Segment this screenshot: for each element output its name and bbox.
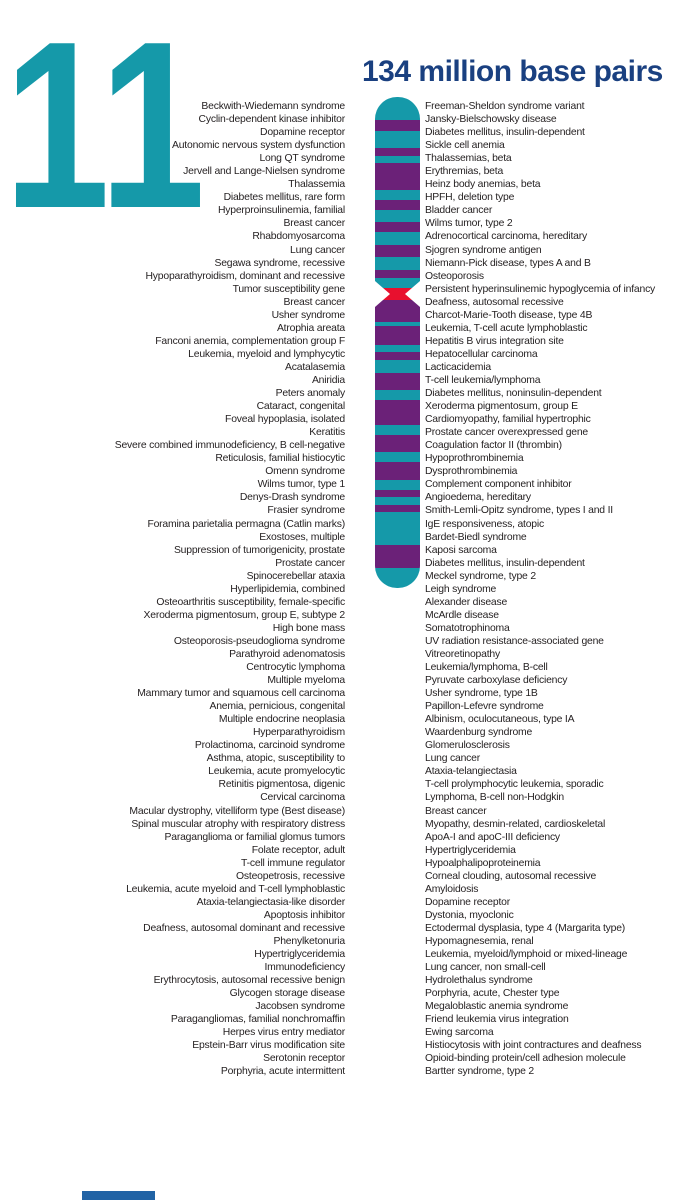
gene-label: Leukemia, acute promyelocytic bbox=[208, 766, 345, 778]
gene-label: Adrenocortical carcinoma, hereditary bbox=[425, 231, 588, 243]
chromosome-band-purple bbox=[375, 435, 420, 452]
gene-label: Xeroderma pigmentosum, group E bbox=[425, 401, 578, 413]
gene-label: T-cell prolymphocytic leukemia, sporadic bbox=[425, 779, 604, 791]
chromosome-band-purple bbox=[375, 148, 420, 156]
gene-label: Leukemia, myeloid/lymphoid or mixed-lineage bbox=[425, 949, 628, 961]
gene-label: HPFH, deletion type bbox=[425, 192, 515, 204]
gene-label: Angioedema, hereditary bbox=[425, 492, 531, 504]
chromosome-band-teal bbox=[375, 425, 420, 435]
gene-label: Usher syndrome, type 1B bbox=[425, 688, 538, 700]
gene-label: Erythremias, beta bbox=[425, 166, 504, 178]
gene-label: Leukemia, myeloid and lymphycytic bbox=[188, 348, 345, 360]
gene-label: Hyperparathyroidism bbox=[252, 727, 345, 739]
gene-label: Cataract, congenital bbox=[256, 401, 345, 413]
gene-label: T-cell leukemia/lymphoma bbox=[425, 374, 541, 386]
gene-label: Multiple endocrine neoplasia bbox=[218, 714, 345, 726]
chromosome-band-teal bbox=[375, 480, 420, 490]
gene-label: Vitreoretinopathy bbox=[425, 648, 500, 660]
chromosome-ideogram bbox=[375, 97, 420, 588]
gene-label: Hypomagnesemia, renal bbox=[425, 936, 534, 947]
gene-label: Beckwith-Wiedemann syndrome bbox=[201, 101, 345, 112]
gene-label: Thalassemias, beta bbox=[425, 153, 512, 165]
gene-label: Keratitis bbox=[309, 427, 345, 439]
gene-label: IgE responsiveness, atopic bbox=[425, 518, 544, 530]
chromosome-band-purple bbox=[375, 545, 420, 568]
gene-label: Amyloidosis bbox=[425, 883, 479, 895]
chromosome-band-purple bbox=[375, 163, 420, 190]
chromosome-band-purple bbox=[375, 222, 420, 232]
gene-label: Epstein-Barr virus modification site bbox=[192, 1040, 345, 1052]
gene-label: Bladder cancer bbox=[425, 205, 493, 217]
gene-label: Acatalasemia bbox=[285, 361, 345, 373]
gene-label: Foveal hypoplasia, isolated bbox=[225, 414, 345, 426]
page-title: 134 million base pairs bbox=[362, 55, 663, 88]
chromosome-band-teal bbox=[375, 210, 420, 222]
gene-label: Severe combined immunodeficiency, B cell-negative bbox=[114, 440, 345, 452]
gene-label: Corneal clouding, autosomal recessive bbox=[425, 870, 597, 882]
chromosome-band-purple bbox=[375, 326, 420, 345]
left-gene-label-column bbox=[45, 100, 345, 1079]
gene-label: Foramina parietalia permagna (Catlin marks) bbox=[147, 518, 345, 530]
gene-label: Wilms tumor, type 1 bbox=[257, 479, 345, 491]
gene-label: Macular dystrophy, vitelliform type (Best disease) bbox=[129, 805, 345, 817]
chromosome-band-teal bbox=[375, 452, 420, 462]
gene-label: Prostate cancer overexpressed gene bbox=[425, 427, 589, 439]
gene-label: Porphyria, acute intermittent bbox=[220, 1066, 345, 1078]
chromosome-band-purple bbox=[375, 352, 420, 360]
gene-label: Ataxia-telangiectasia bbox=[425, 766, 517, 778]
gene-label: Jansky-Bielschowsky disease bbox=[425, 114, 557, 126]
gene-label: Denys-Drash syndrome bbox=[239, 492, 345, 504]
gene-label: Reticulosis, familial histiocytic bbox=[215, 453, 345, 465]
gene-label: Osteoporosis-pseudoglioma syndrome bbox=[173, 635, 345, 647]
gene-label: Cyclin-dependent kinase inhibitor bbox=[198, 114, 345, 126]
gene-label: Pyruvate carboxylase deficiency bbox=[425, 675, 568, 687]
gene-label: Phenylketonuria bbox=[273, 936, 345, 947]
gene-label: Glomerulosclerosis bbox=[425, 740, 510, 752]
chromosome-band-purple bbox=[375, 373, 420, 390]
chromosome-band-teal bbox=[375, 512, 420, 545]
chromosome-band-purple bbox=[375, 400, 420, 425]
gene-label: Segawa syndrome, recessive bbox=[214, 257, 345, 269]
gene-label: Parathyroid adenomatosis bbox=[229, 648, 345, 660]
gene-label: Aniridia bbox=[311, 374, 345, 386]
gene-label: Ewing sarcoma bbox=[425, 1027, 494, 1039]
gene-label: Papillon-Lefevre syndrome bbox=[425, 701, 544, 713]
gene-label: Wilms tumor, type 2 bbox=[425, 218, 513, 230]
gene-label: Lung cancer bbox=[425, 753, 480, 765]
gene-label: Ataxia-telangiectasia-like disorder bbox=[196, 896, 345, 908]
gene-label: Herpes virus entry mediator bbox=[222, 1027, 345, 1039]
gene-label: Spinocerebellar ataxia bbox=[246, 570, 345, 582]
gene-label: Friend leukemia virus integration bbox=[425, 1014, 569, 1026]
gene-label: Dysprothrombinemia bbox=[425, 466, 518, 478]
gene-label: Charcot-Marie-Tooth disease, type 4B bbox=[425, 309, 593, 321]
gene-label: Breast cancer bbox=[283, 296, 345, 308]
gene-label: Glycogen storage disease bbox=[229, 988, 345, 1000]
gene-label: Osteoporosis bbox=[425, 270, 484, 282]
chromosome-band-purple bbox=[375, 505, 420, 512]
gene-label: Dopamine receptor bbox=[425, 896, 510, 908]
gene-label: Erythrocytosis, autosomal recessive benign bbox=[153, 975, 345, 987]
gene-label: Alexander disease bbox=[425, 596, 508, 608]
gene-label: Diabetes mellitus, rare form bbox=[223, 192, 345, 204]
gene-label: Smith-Lemli-Opitz syndrome, types I and II bbox=[425, 505, 613, 517]
gene-label: Exostoses, multiple bbox=[259, 531, 345, 543]
gene-label: Hypoprothrombinemia bbox=[425, 453, 524, 465]
gene-label: Waardenburg syndrome bbox=[425, 727, 533, 739]
gene-label: Long QT syndrome bbox=[259, 153, 345, 165]
gene-label: Lung cancer bbox=[290, 244, 345, 256]
gene-label: Deafness, autosomal recessive bbox=[425, 296, 564, 308]
gene-label: Hyperproinsulinemia, familial bbox=[217, 205, 345, 217]
gene-label: Histiocytosis with joint contractures and deafness bbox=[425, 1040, 642, 1052]
gene-label: Hepatocellular carcinoma bbox=[425, 348, 538, 360]
gene-label: Frasier syndrome bbox=[267, 505, 345, 517]
right-gene-label-column bbox=[425, 100, 675, 1079]
gene-label: Omenn syndrome bbox=[265, 466, 345, 478]
gene-label: Anemia, pernicious, congenital bbox=[209, 701, 345, 713]
chromosome-band-teal bbox=[375, 156, 420, 163]
chromosome-band-teal bbox=[375, 97, 420, 120]
chromosome-band-teal bbox=[375, 232, 420, 245]
gene-label: Bartter syndrome, type 2 bbox=[425, 1066, 534, 1078]
gene-label: Heinz body anemias, beta bbox=[425, 179, 541, 191]
gene-label: Diabetes mellitus, insulin-dependent bbox=[425, 127, 585, 139]
gene-label: Myopathy, desmin-related, cardioskeletal bbox=[425, 818, 606, 830]
gene-label: Leigh syndrome bbox=[425, 583, 497, 595]
gene-label: Complement component inhibitor bbox=[425, 479, 572, 491]
gene-label: Breast cancer bbox=[425, 805, 487, 817]
gene-label: Serotonin receptor bbox=[263, 1053, 345, 1065]
gene-label: Opioid-binding protein/cell adhesion molecule bbox=[425, 1053, 626, 1065]
gene-label: Jacobsen syndrome bbox=[255, 1001, 345, 1013]
gene-label: Megaloblastic anemia syndrome bbox=[425, 1001, 569, 1013]
gene-label: Folate receptor, adult bbox=[251, 844, 345, 856]
gene-label: Atrophia areata bbox=[276, 322, 345, 334]
gene-label: High bone mass bbox=[272, 622, 345, 634]
chromosome-band-teal bbox=[375, 390, 420, 400]
chromosome-band-teal bbox=[375, 497, 420, 505]
gene-label: Paraganglioma or familial glomus tumors bbox=[164, 831, 345, 843]
gene-label: Kaposi sarcoma bbox=[425, 544, 497, 556]
gene-label: Porphyria, acute, Chester type bbox=[425, 988, 560, 1000]
gene-label: Sickle cell anemia bbox=[425, 140, 505, 152]
gene-label: Ectodermal dysplasia, type 4 (Margarita type) bbox=[425, 922, 626, 934]
gene-label: Jervell and Lange-Nielsen syndrome bbox=[183, 166, 345, 178]
gene-label: Peters anomaly bbox=[275, 388, 345, 400]
gene-label: Tumor susceptibility gene bbox=[232, 283, 345, 295]
gene-label: Fanconi anemia, complementation group F bbox=[155, 335, 345, 347]
gene-label: Somatotrophinoma bbox=[425, 622, 510, 634]
chromosome-band-teal bbox=[375, 190, 420, 200]
gene-label: Niemann-Pick disease, types A and B bbox=[425, 257, 591, 269]
chromosome-band-purple bbox=[375, 270, 420, 278]
gene-label: Thalassemia bbox=[288, 179, 345, 191]
gene-label: Suppression of tumorigenicity, prostate bbox=[173, 544, 345, 556]
gene-label: Usher syndrome bbox=[271, 309, 345, 321]
chromosome-band-purple bbox=[375, 462, 420, 480]
gene-label: Centrocytic lymphoma bbox=[246, 662, 345, 674]
chromosome-band-purple bbox=[375, 120, 420, 131]
chromosome-band-purple bbox=[375, 490, 420, 497]
gene-label: Diabetes mellitus, noninsulin-dependent bbox=[425, 388, 602, 400]
gene-label: Lung cancer, non small-cell bbox=[425, 962, 546, 974]
gene-label: Osteopetrosis, recessive bbox=[236, 870, 345, 882]
gene-label: Hypoparathyroidism, dominant and recessive bbox=[145, 270, 345, 282]
gene-label: Albinism, oculocutaneous, type IA bbox=[425, 714, 575, 726]
gene-label: McArdle disease bbox=[425, 609, 499, 621]
gene-label: Rhabdomyosarcoma bbox=[252, 231, 345, 243]
gene-label: Leukemia/lymphoma, B-cell bbox=[425, 662, 548, 674]
chromosome-band-teal bbox=[375, 257, 420, 270]
gene-label: Coagulation factor II (thrombin) bbox=[425, 440, 562, 452]
chromosome-band-purple bbox=[375, 300, 420, 322]
gene-label: ApoA-I and apoC-III deficiency bbox=[425, 831, 560, 843]
chromosome-band-teal bbox=[375, 278, 420, 288]
gene-label: Paragangliomas, familial nonchromaffin bbox=[170, 1014, 345, 1026]
gene-label: Freeman-Sheldon syndrome variant bbox=[425, 101, 585, 112]
gene-label: Dopamine receptor bbox=[260, 127, 345, 139]
gene-label: UV radiation resistance-associated gene bbox=[425, 635, 604, 647]
gene-label: Mammary tumor and squamous cell carcinoma bbox=[137, 688, 345, 700]
gene-label: Retinitis pigmentosa, digenic bbox=[218, 779, 345, 791]
gene-label: Lymphoma, B-cell non-Hodgkin bbox=[425, 792, 564, 804]
gene-label: Leukemia, T-cell acute lymphoblastic bbox=[425, 322, 588, 334]
gene-label: Prostate cancer bbox=[275, 557, 345, 569]
gene-label: Lacticacidemia bbox=[425, 361, 491, 373]
gene-label: Osteoarthritis susceptibility, female-specific bbox=[156, 596, 345, 608]
gene-label: Meckel syndrome, type 2 bbox=[425, 570, 536, 582]
chromosome-band-teal bbox=[375, 131, 420, 148]
gene-label: Sjogren syndrome antigen bbox=[425, 244, 542, 256]
chromosome-band-teal bbox=[375, 345, 420, 352]
gene-label: Xeroderma pigmentosum, group E, subtype 2 bbox=[143, 609, 345, 621]
footer-bar-partial bbox=[82, 1191, 155, 1200]
gene-label: Asthma, atopic, susceptibility to bbox=[206, 753, 345, 765]
chromosome-band-purple bbox=[375, 200, 420, 210]
gene-label: Spinal muscular atrophy with respiratory distress bbox=[131, 818, 345, 830]
gene-label: Diabetes mellitus, insulin-dependent bbox=[425, 557, 585, 569]
gene-label: Prolactinoma, carcinoid syndrome bbox=[194, 740, 345, 752]
gene-label: Apoptosis inhibitor bbox=[263, 909, 345, 921]
gene-label: Deafness, autosomal dominant and recessive bbox=[143, 922, 345, 934]
chromosome-band-teal bbox=[375, 568, 420, 588]
gene-label: Hepatitis B virus integration site bbox=[425, 335, 564, 347]
gene-label: T-cell immune regulator bbox=[241, 857, 345, 869]
gene-label: Multiple myeloma bbox=[267, 675, 345, 687]
gene-label: Cardiomyopathy, familial hypertrophic bbox=[425, 414, 591, 426]
gene-label: Breast cancer bbox=[283, 218, 345, 230]
gene-label: Leukemia, acute myeloid and T-cell lymphoblastic bbox=[126, 883, 345, 895]
chromosome-band-teal bbox=[375, 360, 420, 373]
chromosome-number: 11 bbox=[4, 0, 206, 258]
gene-label: Persistent hyperinsulinemic hypoglycemia of infancy bbox=[425, 283, 656, 295]
gene-label: Bardet-Biedl syndrome bbox=[425, 531, 527, 543]
gene-label: Hypertriglyceridemia bbox=[425, 844, 516, 856]
gene-label: Hypertriglyceridemia bbox=[254, 949, 345, 961]
gene-label: Hyperlipidemia, combined bbox=[230, 583, 345, 595]
chromosome-band-purple bbox=[375, 245, 420, 257]
gene-label: Autonomic nervous system dysfunction bbox=[172, 140, 345, 152]
gene-label: Immunodeficiency bbox=[264, 962, 345, 974]
gene-label: Hypoalphalipoproteinemia bbox=[425, 857, 541, 869]
gene-label: Hydrolethalus syndrome bbox=[425, 975, 533, 987]
gene-label: Cervical carcinoma bbox=[260, 792, 345, 804]
gene-label: Dystonia, myoclonic bbox=[425, 909, 514, 921]
